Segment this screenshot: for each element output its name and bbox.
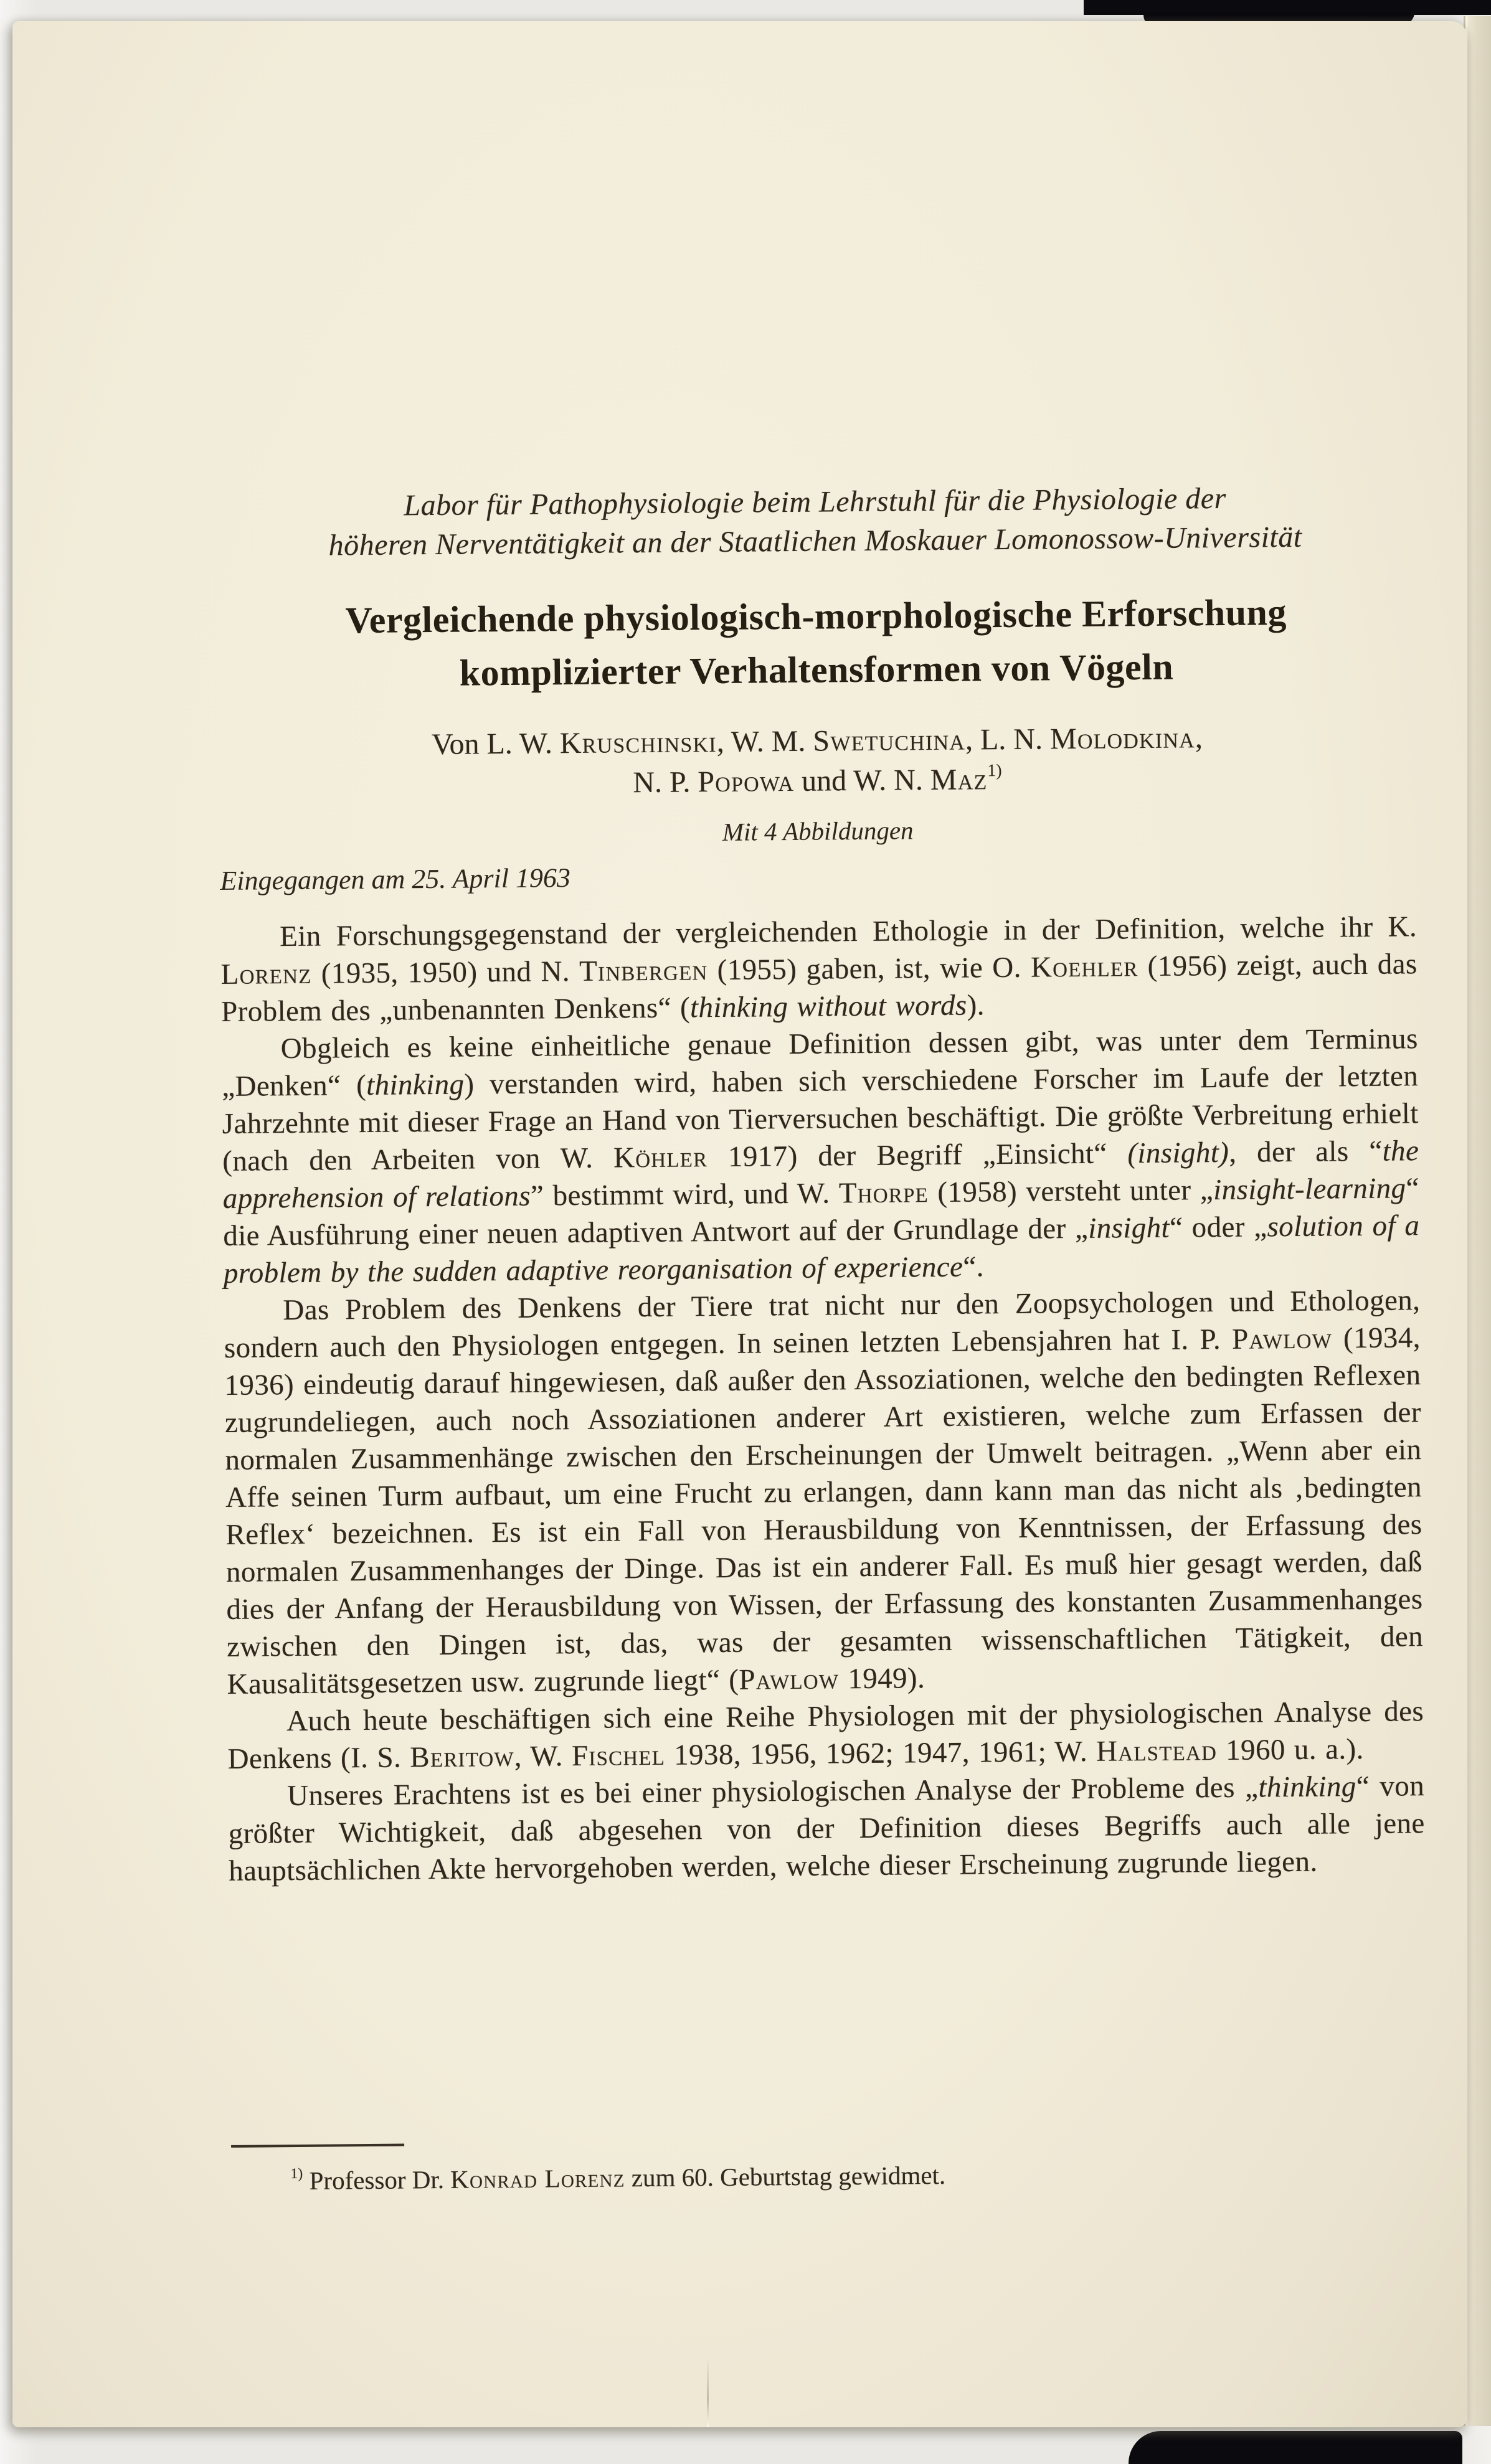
- footnote-separator: [231, 2143, 404, 2147]
- authors-line-1: Von L. W. Kruschinski, W. M. Swetuchina, L. N. Molodkina,: [431, 721, 1203, 762]
- page-fore-edge: [1464, 16, 1491, 2426]
- book-cover-corner-bottom-right: [1129, 2431, 1462, 2464]
- received-date-note: Eingegangen am 25. April 1963: [220, 862, 571, 896]
- article-title-line-2: komplizierter Verhaltensformen von Vögeln: [459, 646, 1174, 694]
- footnote-text: $^{1)}$ Professor Dr. Konrad Lorenz zum 60. Geburtstag gewidmet.: [290, 2160, 946, 2195]
- paper-crease: [707, 2358, 709, 2427]
- authors-line-2: N. P. Popowa und W. N. Maz$^{1)}$: [633, 760, 1002, 800]
- figure-count-note: Mit 4 Abbildungen: [722, 816, 914, 846]
- paragraph: Ein Forschungsgegenstand der vergleichenden Ethologie in der Definition, welche ihr K. Lorenz (1935, 1950) und N. Tinbergen (1955) gaben, ist, wie O. Koehler (1956) zeigt, auch das Problem des „unbenannten Denkens“ (thinking without words).: [220, 910, 1418, 1028]
- affiliation-line-2: höheren Nerventätigkeit an der Staatlichen Moskauer Lomonossow-Universität: [328, 520, 1302, 562]
- paragraph: Unseres Erachtens ist es bei einer physiologischen Analyse der Probleme des „thinking“ von größter Wichtigkeit, daß abgesehen von der Definition dieses Begriffs auch alle jene hauptsächlichen Akte hervorgehoben werden, welche dieser Erscheinung zugrunde liegen.: [228, 1770, 1425, 1887]
- article-body: [220, 908, 1426, 1890]
- article-title-line-1: Vergleichende physiologisch-morphologische Erforschung: [345, 592, 1287, 641]
- page: [12, 21, 1467, 2427]
- paragraph: Das Problem des Denkens der Tiere trat nicht nur den Zoopsychologen und Ethologen, sondern auch den Physiologen entgegen. In seinen letzten Lebensjahren hat I. P. Pawlow (1934, 1936) eindeutig darauf hingewiesen, daß außer den Assoziationen, welche den bedingten Reflexen zugrundeliegen, auch noch Assoziationen anderer Art existieren, welche zum Erfassen der normalen Zusammenhänge zwischen den Erscheinungen der Umwelt beitragen. „Wenn aber ein Affe seinen Turm aufbaut, um eine Frucht zu erlangen, dann kann man das nicht als ‚bedingten Reflex‘ bezeichnen. Es ist ein Fall von Herausbildung von Kenntnissen, der Erfassung des normalen Zusammenhanges der Dinge. Das ist ein anderer Fall. Es muß hier gesagt werden, daß dies der Anfang der Herausbildung von Wissen, der Erfassung des konstanten Zusammenhanges zwischen den Dingen ist, das, was der gesamten wissenschaftlichen Tätigkeit, den Kausalitätsgesetzen usw. zugrunde liegt“ (Pawlow 1949).: [224, 1284, 1424, 1701]
- footnote-block: [231, 2135, 1428, 2197]
- affiliation-line-1: Labor für Pathophysiologie beim Lehrstuhl für die Physiologie der: [404, 481, 1226, 522]
- paragraph: Auch heute beschäftigen sich eine Reihe Physiologen mit der physiologischen Analyse des Denkens (I. S. Beritow, W. Fischel 1938, 1956, 1962; 1947, 1961; W. Halstead 1960 u. a.).: [227, 1695, 1424, 1775]
- paragraph: Obgleich es keine einheitliche genaue Definition dessen gibt, was unter dem Terminus „Denken“ (thinking) verstanden wird, haben sich verschiedene Forscher im Laufe der letzten Jahrzehnte mit dieser Frage an Hand von Tierversuchen beschäftigt. Die größte Verbreitung erhielt (nach den Arbeiten von W. Köhler 1917) der Begriff „Einsicht“ (insight), der als “the apprehension of relations” bestimmt wird, und W. Thorpe (1958) versteht unter „insight-learning“ die Ausführung einer neuen adaptiven Antwort auf der Grundlage der „insight“ oder „solution of a problem by the sudden adaptive reorganisation of experience“.: [221, 1022, 1420, 1290]
- page-content: [0, 9, 1467, 2427]
